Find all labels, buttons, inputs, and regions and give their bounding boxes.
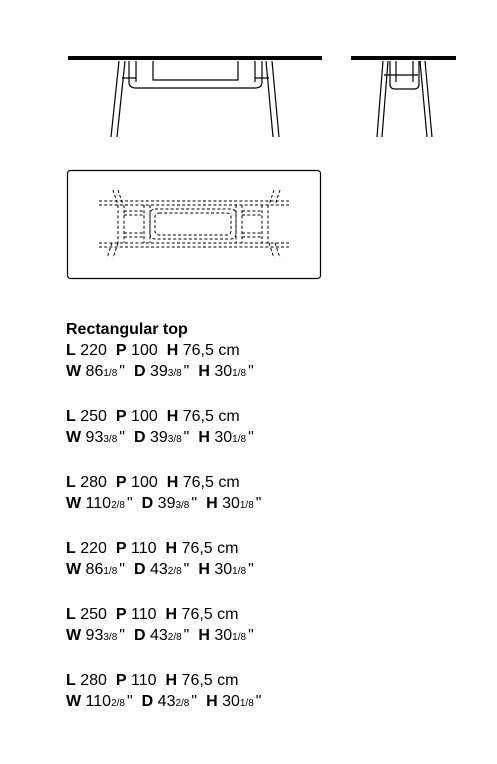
fraction: 1/8 <box>103 368 118 379</box>
dimension-label: P <box>115 342 127 359</box>
variant-block <box>66 472 270 516</box>
fraction: 1/8 <box>232 434 247 445</box>
imperial-dimensions <box>66 559 270 582</box>
imperial-dimensions <box>66 493 270 516</box>
metric-dimensions <box>66 670 270 691</box>
dimension-value: 301/8 " <box>209 561 254 578</box>
variant-block <box>66 604 270 648</box>
dimension-value: 393/8 " <box>153 495 198 512</box>
dimension-value: 1102/8 " <box>81 693 133 710</box>
variant-block <box>66 670 270 714</box>
dimension-label: P <box>115 540 127 557</box>
side-view <box>351 56 456 137</box>
fraction: 2/8 <box>167 566 182 577</box>
dimension-value: 301/8 " <box>209 363 254 380</box>
dimension-label: D <box>141 495 154 512</box>
dimension-value: 393/8 " <box>145 363 190 380</box>
dimension-value: 76,5 cm <box>177 672 239 689</box>
dimension-value: 432/8 " <box>145 627 190 644</box>
spec-title: Rectangular top <box>66 321 188 338</box>
table-technical-drawing <box>0 0 497 300</box>
dimension-value: 250 <box>75 606 107 623</box>
fraction: 3/8 <box>103 632 118 643</box>
dimension-value: 76,5 cm <box>177 606 239 623</box>
dimension-value: 110 <box>126 672 157 689</box>
metric-dimensions <box>66 406 270 427</box>
dimension-label: P <box>115 408 127 425</box>
imperial-dimensions <box>66 691 270 714</box>
dimension-value: 301/8 " <box>217 495 262 512</box>
dimension-value: 220 <box>75 540 107 557</box>
dimension-label: H <box>198 561 210 578</box>
variant-block <box>66 340 270 384</box>
front-view <box>68 56 322 137</box>
dimension-value: 110 <box>126 540 157 557</box>
fraction: 3/8 <box>175 500 190 511</box>
dimension-label: P <box>115 474 127 491</box>
fraction: 2/8 <box>111 698 125 709</box>
dimension-value: 110 <box>126 606 157 623</box>
metric-dimensions <box>66 538 270 559</box>
dimension-label: L <box>66 606 76 623</box>
dimension-label: H <box>166 408 179 425</box>
dimension-label: W <box>66 429 82 446</box>
dimension-value: 933/8 " <box>81 429 125 446</box>
dimension-label: L <box>66 342 76 359</box>
plan-view <box>68 171 321 279</box>
dimension-label: D <box>141 693 154 710</box>
fraction: 2/8 <box>167 632 182 643</box>
fraction: 2/8 <box>111 500 125 511</box>
dimension-label: H <box>198 627 210 644</box>
fraction: 1/8 <box>239 698 254 709</box>
imperial-dimensions <box>66 427 270 450</box>
fraction: 2/8 <box>175 698 190 709</box>
dimension-value: 76,5 cm <box>178 408 240 425</box>
dimension-label: H <box>166 342 179 359</box>
dimension-label: L <box>66 474 76 491</box>
dimension-value: 280 <box>75 672 107 689</box>
dimension-value: 76,5 cm <box>178 342 240 359</box>
imperial-dimensions <box>66 625 270 648</box>
imperial-dimensions <box>66 361 270 384</box>
dimension-label: L <box>66 540 76 557</box>
dimension-value: 432/8 " <box>153 693 198 710</box>
dimension-label: W <box>66 495 82 512</box>
dimension-label: L <box>66 672 76 689</box>
dimension-label: P <box>115 672 127 689</box>
dimension-label: W <box>66 627 82 644</box>
dimension-value: 861/8 " <box>81 561 125 578</box>
dimension-label: H <box>206 693 218 710</box>
fraction: 3/8 <box>103 434 118 445</box>
dimension-label: D <box>133 429 146 446</box>
variant-block <box>66 538 270 582</box>
dimension-label: D <box>133 561 146 578</box>
dimension-value: 432/8 " <box>145 561 190 578</box>
fraction: 1/8 <box>232 566 247 577</box>
dimension-label: P <box>115 606 127 623</box>
dimension-label: D <box>133 363 146 380</box>
fraction: 1/8 <box>239 500 254 511</box>
dimension-value: 301/8 " <box>209 429 254 446</box>
dimension-label: L <box>66 408 76 425</box>
dimension-value: 250 <box>75 408 107 425</box>
dimension-specs <box>66 320 270 736</box>
dimension-value: 280 <box>75 474 107 491</box>
fraction: 3/8 <box>167 434 182 445</box>
dimension-label: H <box>198 363 210 380</box>
dimension-value: 301/8 " <box>217 693 262 710</box>
dimension-value: 1102/8 " <box>81 495 133 512</box>
metric-dimensions <box>66 340 270 361</box>
dimension-value: 220 <box>75 342 107 359</box>
dimension-label: W <box>66 363 82 380</box>
dimension-label: D <box>133 627 146 644</box>
dimension-label: H <box>166 474 179 491</box>
dimension-value: 933/8 " <box>81 627 125 644</box>
metric-dimensions <box>66 472 270 493</box>
dimension-label: H <box>165 672 178 689</box>
dimension-label: H <box>206 495 218 512</box>
fraction: 3/8 <box>167 368 182 379</box>
dimension-value: 100 <box>126 342 158 359</box>
dimension-label: H <box>165 606 178 623</box>
dimension-value: 861/8 " <box>81 363 125 380</box>
variant-block <box>66 406 270 450</box>
dimension-label: H <box>198 429 210 446</box>
fraction: 1/8 <box>232 632 247 643</box>
dimension-value: 393/8 " <box>145 429 190 446</box>
variant-list <box>66 340 270 714</box>
dimension-label: W <box>66 693 82 710</box>
fraction: 1/8 <box>232 368 247 379</box>
dimension-label: H <box>165 540 178 557</box>
dimension-value: 301/8 " <box>209 627 254 644</box>
dimension-label: W <box>66 561 82 578</box>
dimension-value: 100 <box>126 408 158 425</box>
dimension-value: 76,5 cm <box>177 540 239 557</box>
dimension-value: 76,5 cm <box>178 474 240 491</box>
dimension-value: 100 <box>126 474 158 491</box>
metric-dimensions <box>66 604 270 625</box>
fraction: 1/8 <box>103 566 118 577</box>
